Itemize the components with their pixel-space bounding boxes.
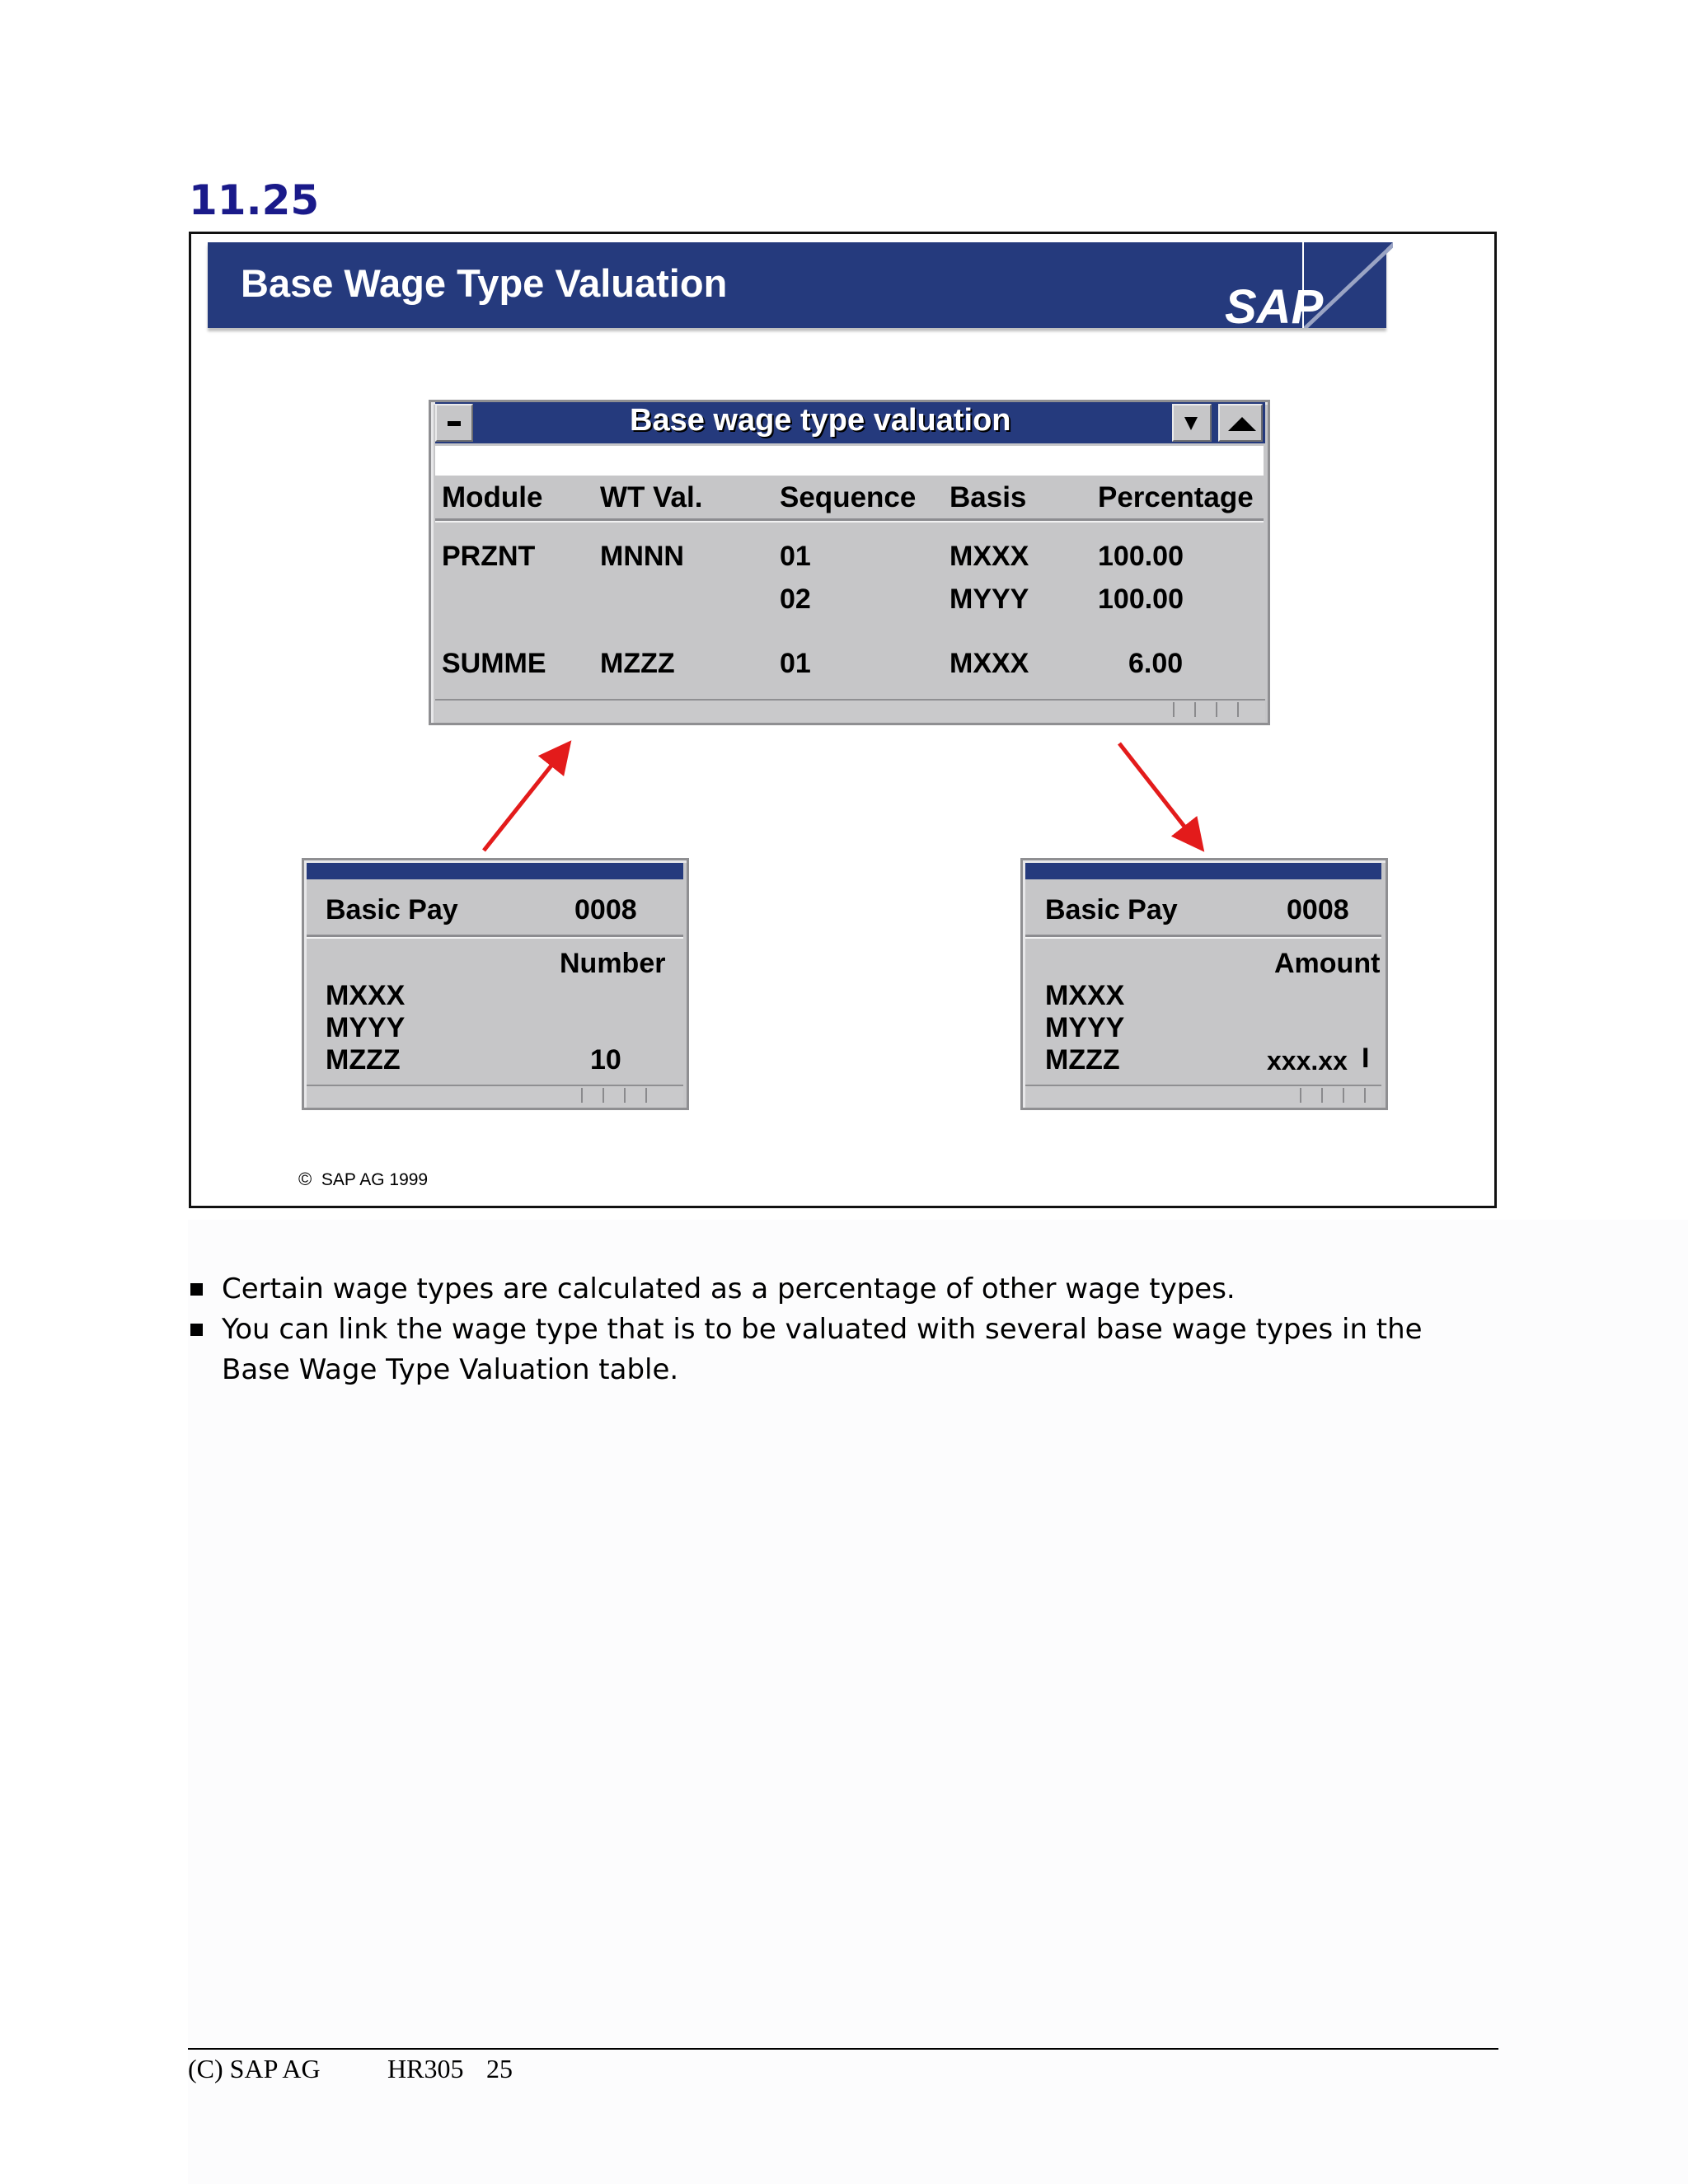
table-cell-module: PRZNT bbox=[442, 541, 536, 572]
status-divider bbox=[1364, 1088, 1366, 1103]
status-divider bbox=[1300, 1088, 1301, 1103]
sap-logo-text: SAP bbox=[1225, 280, 1324, 333]
status-divider bbox=[1216, 702, 1217, 717]
input-window-column: Number bbox=[560, 948, 666, 979]
footer-page-number: 25 bbox=[486, 2054, 513, 2083]
status-divider bbox=[1173, 702, 1175, 717]
table-cell-basis: MYYY bbox=[950, 583, 1029, 615]
slide-copyright bbox=[298, 1169, 428, 1190]
window-input-strip bbox=[435, 446, 1264, 476]
status-divider bbox=[1194, 702, 1196, 717]
output-window-infotype: 0008 bbox=[1287, 894, 1349, 926]
input-window-item: MYYY bbox=[326, 1012, 406, 1043]
input-window-status-bar bbox=[307, 1085, 683, 1108]
table-cell-basis: MXXX bbox=[950, 648, 1029, 679]
table-cell-sequence: 01 bbox=[780, 648, 811, 679]
input-window-value: 10 bbox=[590, 1044, 621, 1076]
table-cell-wt-val: MNNN bbox=[600, 541, 684, 572]
status-divider bbox=[1343, 1088, 1344, 1103]
section-number: 11.25 bbox=[189, 176, 320, 224]
output-window-value: xxx.xx bbox=[1267, 1046, 1348, 1076]
column-header-percentage: Percentage bbox=[1098, 481, 1254, 513]
table-cell-percentage: 100.00 bbox=[1098, 541, 1184, 572]
table-cell-wt-val: MZZZ bbox=[600, 648, 675, 679]
input-window-infotype: 0008 bbox=[574, 894, 637, 926]
column-header-sequence: Sequence bbox=[780, 481, 917, 513]
footer-copyright: (C) SAP AG bbox=[188, 2054, 321, 2083]
table-cell-basis: MXXX bbox=[950, 541, 1029, 572]
output-window-column: Amount bbox=[1274, 948, 1381, 979]
input-window-label: Basic Pay bbox=[326, 894, 458, 926]
status-divider bbox=[645, 1088, 647, 1103]
status-divider bbox=[1321, 1088, 1323, 1103]
slide-title: Base Wage Type Valuation bbox=[241, 261, 728, 305]
window-title: Base wage type valuation bbox=[630, 403, 1011, 438]
output-window-label: Basic Pay bbox=[1045, 894, 1178, 926]
input-window-title-bar bbox=[307, 863, 683, 879]
minus-icon bbox=[448, 421, 461, 426]
footer-course: HR305 bbox=[387, 2054, 464, 2083]
table-cell-sequence: 01 bbox=[780, 541, 811, 572]
input-window-divider bbox=[307, 935, 683, 939]
footer-rule bbox=[188, 2048, 1498, 2050]
column-header-basis: Basis bbox=[950, 481, 1027, 513]
output-window-item: MXXX bbox=[1045, 980, 1125, 1011]
bullet-item: Certain wage types are calculated as a percentage of other wage types. bbox=[188, 1269, 1474, 1310]
column-header-module: Module bbox=[442, 481, 543, 513]
window-status-bar bbox=[435, 699, 1265, 722]
maximize-button[interactable] bbox=[1218, 404, 1263, 442]
sap-logo bbox=[1220, 242, 1393, 333]
table-cell-module: SUMME bbox=[442, 648, 546, 679]
bullet-item: You can link the wage type that is to be valuated with several base wage types in the Base Wage Type Valuation table. bbox=[188, 1310, 1474, 1390]
table-cell-sequence: 02 bbox=[780, 583, 811, 615]
copyright-text: SAP AG 1999 bbox=[321, 1170, 429, 1189]
table-cell-percentage: 100.00 bbox=[1098, 583, 1184, 615]
system-menu-button[interactable] bbox=[435, 404, 473, 442]
table-cell-percentage: 6.00 bbox=[1128, 648, 1184, 679]
output-window-title-bar bbox=[1025, 863, 1381, 879]
input-window-item: MXXX bbox=[326, 980, 406, 1011]
status-divider bbox=[603, 1088, 604, 1103]
status-divider bbox=[624, 1088, 626, 1103]
minimize-button[interactable] bbox=[1172, 404, 1212, 442]
output-window-item: MYYY bbox=[1045, 1012, 1125, 1043]
status-divider bbox=[581, 1088, 583, 1103]
input-window-item: MZZZ bbox=[326, 1044, 401, 1076]
output-window-divider bbox=[1025, 935, 1381, 939]
copyright-icon: © bbox=[298, 1169, 312, 1189]
text-cursor: I bbox=[1362, 1043, 1370, 1074]
triangle-down-icon bbox=[1184, 417, 1198, 430]
header-divider bbox=[435, 518, 1264, 523]
output-window-item: MZZZ bbox=[1045, 1044, 1120, 1076]
output-window-status-bar bbox=[1025, 1085, 1381, 1108]
bullet-list bbox=[188, 1269, 1474, 1390]
triangle-up-icon bbox=[1228, 417, 1256, 431]
status-divider bbox=[1237, 702, 1239, 717]
column-header-wt-val: WT Val. bbox=[600, 481, 703, 513]
